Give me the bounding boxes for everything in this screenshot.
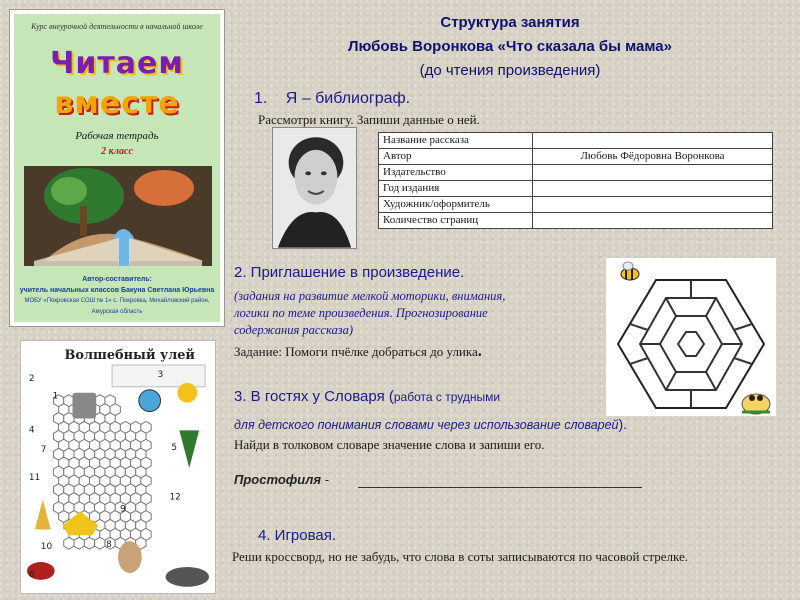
section3-word-dash: - xyxy=(320,472,329,487)
book-cover xyxy=(10,10,224,326)
honeycomb-number: 3 xyxy=(157,369,164,380)
honeycomb-crossword xyxy=(20,340,216,594)
section4-task: Реши кроссворд, но не забудь, что слова в соты записываются по часовой стрелке. xyxy=(232,549,689,564)
section3-line2 xyxy=(234,416,627,432)
section4-title: 4. Игровая. xyxy=(258,527,337,544)
cover-title-line1: Читаем xyxy=(50,46,184,81)
honeycomb-number: 1 xyxy=(52,391,59,402)
section2-task-end: . xyxy=(477,343,482,360)
honeycomb-number: 4 xyxy=(28,425,35,436)
table-cell-label: Название рассказа xyxy=(379,133,533,149)
section1-task: Рассмотри книгу. Запиши данные о ней. xyxy=(258,112,480,127)
honeycomb-number: 12 xyxy=(169,492,181,503)
hive-icon xyxy=(742,394,770,414)
section3-title-small: работа с трудными xyxy=(393,390,501,404)
cover-author-block xyxy=(14,274,220,318)
table-cell-label: Автор xyxy=(379,149,533,165)
work-title: Любовь Воронкова «Что сказала бы мама» xyxy=(347,38,672,55)
author-portrait xyxy=(272,127,357,249)
table-row xyxy=(379,149,773,165)
table-cell-label: Количество страниц xyxy=(379,213,533,229)
honeycomb-number: 2 xyxy=(28,373,35,384)
cover-subtitle: Рабочая тетрадь xyxy=(75,130,159,142)
table-cell-label: Художник/оформитель xyxy=(379,197,533,213)
section2-task-text: Задание: Помоги пчёлке добраться до улика xyxy=(234,344,478,359)
table-row xyxy=(379,165,773,181)
section1-number: 1. xyxy=(254,90,268,107)
honeycomb-number: 8 xyxy=(106,540,112,551)
table-cell-label: Год издания xyxy=(379,181,533,197)
honeycomb-cell[interactable] xyxy=(74,537,84,549)
section3-line2-end: ). xyxy=(618,416,628,432)
section2-desc-line: (задания на развитие мелкой моторики, внимания, xyxy=(234,289,506,303)
table-row xyxy=(379,197,773,213)
table-cell-value[interactable] xyxy=(533,197,773,213)
section2-desc xyxy=(234,288,505,339)
honeycomb-cell[interactable] xyxy=(95,537,105,549)
honeycomb-cell[interactable] xyxy=(64,537,74,549)
honeycomb-number: 5 xyxy=(171,443,178,454)
section3-line2-text: для детского понимания словами через использование словарей xyxy=(234,418,619,432)
cover-author-caption: Автор-составитель: xyxy=(82,276,152,283)
section1-heading xyxy=(254,90,410,108)
cover-series: Курс внеурочной деятельности в начальной школе xyxy=(31,22,203,31)
section3-word-row xyxy=(234,472,329,487)
maze-image xyxy=(606,258,776,416)
cover-title-line2: вместе xyxy=(54,86,180,121)
table-cell-value[interactable] xyxy=(533,133,773,149)
table-cell-label: Издательство xyxy=(379,165,533,181)
buffalo-icon xyxy=(166,567,210,587)
section1-title: Я – библиограф. xyxy=(285,90,411,107)
section2-desc-line: логики по теме произведения. Прогнозирование xyxy=(234,306,488,320)
section2-task xyxy=(234,343,482,361)
section2-title: 2. Приглашение в произведение. xyxy=(234,264,465,281)
girl-icon xyxy=(118,541,142,573)
cover-grade: 2 класс xyxy=(101,146,133,157)
cover-school: МОБУ «Покровская СОШ № 1» с. Покровка, Михайловский район, Амурская область xyxy=(24,298,210,315)
section3-title xyxy=(234,388,500,405)
book-info-table xyxy=(378,132,773,229)
honeycomb-title: Волшебный улей xyxy=(64,348,195,364)
section3-word: Простофиля xyxy=(234,472,321,487)
honeycomb-number: 11 xyxy=(28,472,41,483)
table-cell-value[interactable] xyxy=(533,181,773,197)
washing-machine-icon xyxy=(139,390,161,412)
table-row xyxy=(379,213,773,229)
table-row xyxy=(379,133,773,149)
page-note: (до чтения произведения) xyxy=(419,62,601,79)
lion-icon xyxy=(177,383,197,403)
honeycomb-number: 6 xyxy=(28,569,35,580)
page-title: Структура занятия xyxy=(440,14,580,31)
table-row xyxy=(379,181,773,197)
cover-author: учитель начальных классов Бакуна Светлана Юрьевна xyxy=(19,287,215,294)
section3-task: Найди в толковом словаре значение слова и запиши его. xyxy=(234,437,545,452)
answer-line[interactable] xyxy=(358,487,642,488)
honeycomb-cell[interactable] xyxy=(84,537,94,549)
honeycomb-number: 7 xyxy=(40,445,47,456)
table-cell-value[interactable]: Любовь Фёдоровна Воронкова xyxy=(533,149,773,165)
honeycomb-number: 10 xyxy=(40,542,53,553)
cover-illustration xyxy=(24,166,212,266)
honeycomb-number: 9 xyxy=(119,504,126,515)
table-cell-value[interactable] xyxy=(533,213,773,229)
section2-desc-line: содержания рассказа) xyxy=(234,323,354,337)
table-cell-value[interactable] xyxy=(533,165,773,181)
section3-title-text: 3. В гостях у Словаря ( xyxy=(234,388,394,405)
mixer-icon xyxy=(72,393,96,419)
